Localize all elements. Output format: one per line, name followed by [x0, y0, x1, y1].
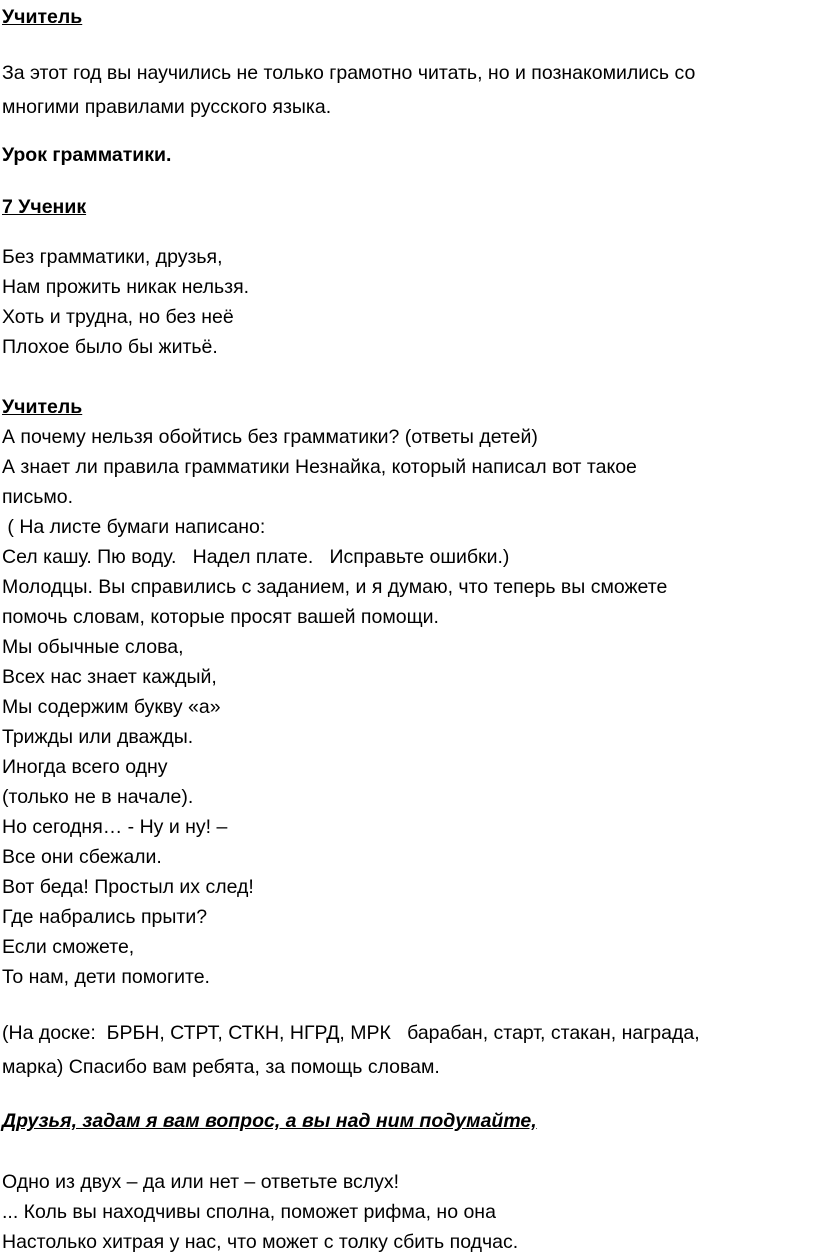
text-line: Мы обычные слова,: [2, 636, 184, 658]
text-line: Вот беда! Простыл их след!: [2, 876, 254, 898]
text-line: ... Коль вы находчивы сполна, поможет рифма, но она: [2, 1201, 496, 1223]
heading-teacher: Учитель: [2, 396, 83, 418]
text-line: письмо.: [2, 486, 74, 508]
text-line: За этот год вы научились не только грамотно читать, но и познакомились со: [2, 62, 696, 84]
text-line: (На доске: БРБН, СТРТ, СТКН, НГРД, МРК барабан, старт, стакан, награда,: [2, 1022, 700, 1044]
poem-line: Плохое было бы житьё.: [2, 336, 218, 358]
poem-line: Нам прожить никак нельзя.: [2, 276, 250, 298]
text-line: Но сегодня… - Ну и ну! –: [2, 816, 228, 838]
text-line: Где набрались прыти?: [2, 906, 208, 928]
text-line: Одно из двух – да или нет – ответьте вслух!: [2, 1171, 400, 1193]
poem-grammar: [2, 242, 249, 362]
text-line: Иногда всего одну: [2, 756, 168, 778]
text-line: Сел кашу. Пю воду. Надел плате. Исправьте ошибки.): [2, 546, 510, 568]
lesson-title: Урок грамматики.: [2, 144, 172, 166]
text-line: многими правилами русского языка.: [2, 96, 332, 118]
teacher-block: [2, 422, 667, 992]
text-line: То нам, дети помогите.: [2, 966, 210, 988]
text-line: Мы содержим букву «а»: [2, 696, 221, 718]
question-heading: Друзья, задам я вам вопрос, а вы над ним подумайте,: [2, 1110, 537, 1132]
board-note: [2, 1016, 700, 1084]
poem-line: Хоть и трудна, но без неё: [2, 306, 234, 328]
heading-teacher: Учитель: [2, 6, 83, 28]
text-line: А почему нельзя обойтись без грамматики? (ответы детей): [2, 426, 538, 448]
heading-student-7: 7 Ученик: [2, 196, 87, 218]
text-line: (только не в начале).: [2, 786, 194, 808]
poem-line: Без грамматики, друзья,: [2, 246, 223, 268]
text-line: марка) Спасибо вам ребята, за помощь словам.: [2, 1056, 440, 1078]
text-line: ( На листе бумаги написано:: [2, 516, 266, 538]
text-line: А знает ли правила грамматики Незнайка, который написал вот такое: [2, 456, 637, 478]
intro-paragraph: [2, 56, 695, 124]
text-line: Всех нас знает каждый,: [2, 666, 217, 688]
text-line: Настолько хитрая у нас, что может с толку сбить подчас.: [2, 1231, 519, 1253]
text-line: помочь словам, которые просят вашей помощи.: [2, 606, 439, 628]
text-line: Молодцы. Вы справились с заданием, и я думаю, что теперь вы сможете: [2, 576, 668, 598]
text-line: Трижды или дважды.: [2, 726, 194, 748]
text-line: Все они сбежали.: [2, 846, 162, 868]
closing-lines: [2, 1167, 518, 1257]
text-line: Если сможете,: [2, 936, 135, 958]
